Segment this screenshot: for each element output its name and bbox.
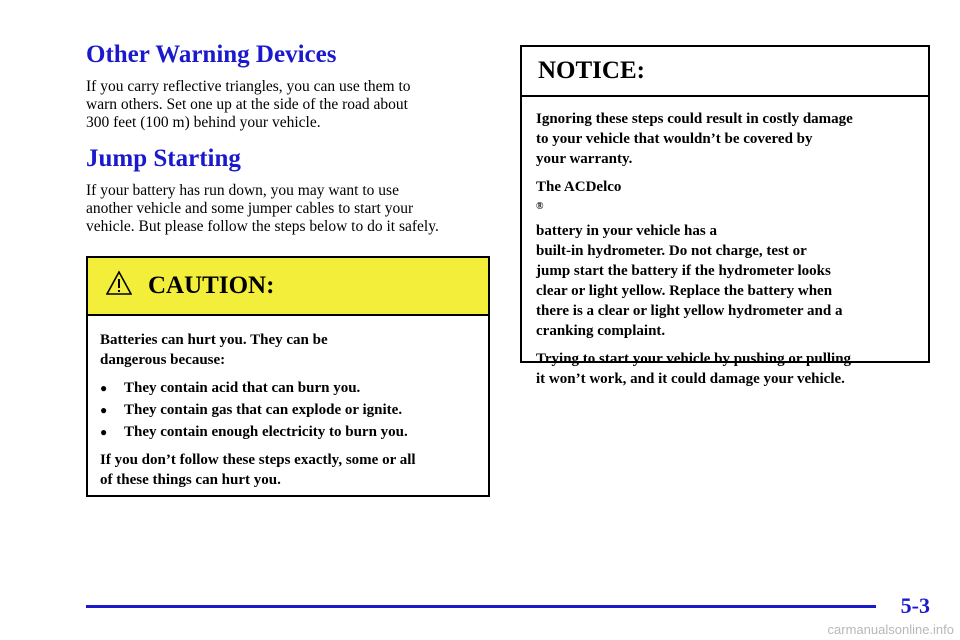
heading-other-warning-devices: Other Warning Devices [86,41,337,68]
notice-line: Ignoring these steps could result in costly damage [536,111,853,127]
notice-header [522,47,928,97]
list-item [100,378,476,398]
notice-line: built-in hydrometer. Do not charge, test or [536,243,807,259]
caution-closing [100,450,476,490]
bullet-text: They contain gas that can explode or ignite. [124,402,403,418]
notice-line: cranking complaint. [536,323,666,339]
notice-line: Trying to start your vehicle by pushing or pulling [536,351,852,367]
notice-line: jump start the battery if the hydrometer looks [536,263,831,279]
list-item [100,422,476,442]
caution-intro-line: Batteries can hurt you. They can be [100,332,328,348]
bullet-icon: ● [100,425,108,439]
brand-name: The ACDelco [536,179,622,195]
bullet-text: They contain enough electricity to burn you. [124,424,408,440]
caution-box [86,256,490,497]
notice-line: your warranty. [536,151,633,167]
caution-closing-line: If you don’t follow these steps exactly, some or all [100,452,416,468]
watermark: carmanualsonline.info [827,622,954,637]
paragraph-line: 300 feet (100 m) behind your vehicle. [86,114,321,131]
bullet-icon: ● [100,381,108,395]
notice-line: to your vehicle that wouldn’t be covered by [536,131,813,147]
list-item [100,400,476,420]
left-column [86,40,494,248]
bullet-text: They contain acid that can burn you. [124,380,361,396]
page-number: 5-3 [900,593,930,618]
footer-divider [86,605,876,608]
paragraph-warning-devices [86,78,494,132]
paragraph-line: vehicle. But please follow the steps below to do it safely. [86,218,439,235]
caution-header [88,258,488,316]
caution-closing-line: of these things can hurt you. [100,472,281,488]
notice-paragraph-1 [536,109,914,169]
heading-jump-starting: Jump Starting [86,145,241,172]
notice-title: NOTICE: [538,57,645,84]
paragraph-line: If you carry reflective triangles, you can use them to [86,78,411,95]
caution-title: CAUTION: [148,272,275,299]
paragraph-line: warn others. Set one up at the side of the road about [86,96,408,113]
notice-line: it won’t work, and it could damage your vehicle. [536,371,845,387]
notice-line: there is a clear or light yellow hydrometer and a [536,303,843,319]
bullet-icon: ● [100,403,108,417]
notice-box [520,45,930,387]
notice-line-first [536,177,914,241]
notice-paragraph-3 [536,349,914,389]
notice-body [522,97,928,389]
caution-body [88,316,488,490]
registered-mark: ® [536,201,544,212]
paragraph-jump-starting [86,182,494,236]
notice-paragraph-2 [536,177,914,341]
notice-line: clear or light yellow. Replace the battery when [536,283,833,299]
paragraph-line: another vehicle and some jumper cables to start your [86,200,414,217]
paragraph-line: If your battery has run down, you may want to use [86,182,399,199]
caution-intro-line: dangerous because: [100,352,226,368]
warning-triangle-icon [106,270,132,296]
caution-bullet-list [100,378,476,442]
caution-intro [100,330,476,370]
notice-line-rest: battery in your vehicle has a [536,223,717,239]
